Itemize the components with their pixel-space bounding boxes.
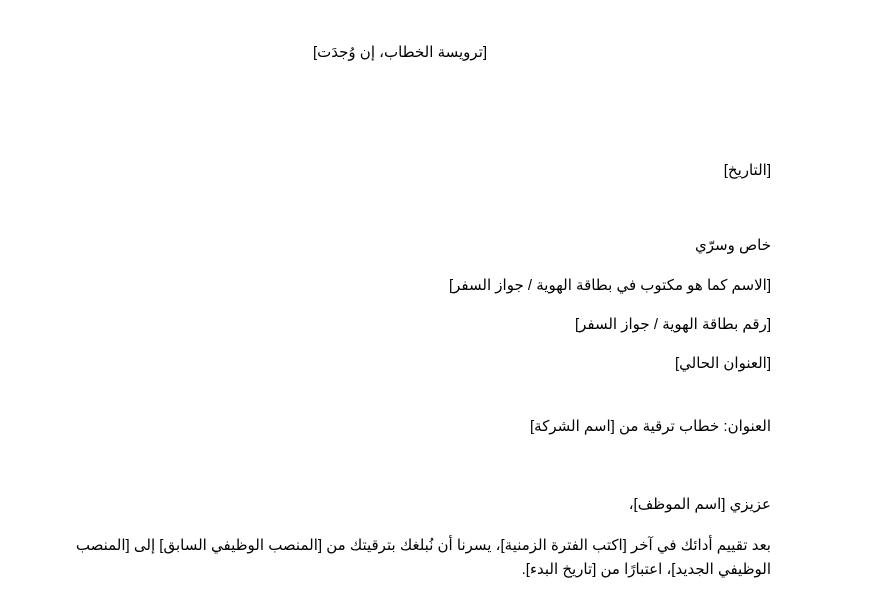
letter-subject: العنوان: خطاب ترقية من [اسم الشركة]	[530, 418, 771, 435]
letter-body-paragraph: بعد تقييم أدائك في آخر [اكتب الفترة الزمنية]، يسرنا أن نُبلغك بترقيتك من [المنصب الوظيفي السابق] إلى [المنصب الوظيفي الجديد]، اعتبارًا من [تاريخ البدء].	[75, 537, 771, 578]
recipient-id-placeholder: [رقم بطاقة الهوية / جواز السفر]	[574, 316, 771, 333]
recipient-name-placeholder: [الاسم كما هو مكتوب في بطاقة الهوية / جواز السفر]	[448, 277, 771, 294]
letter-greeting: عزيزي [اسم الموظف]،	[628, 496, 771, 513]
date-placeholder: [التاريخ]	[723, 162, 771, 179]
recipient-address-placeholder: [العنوان الحالي]	[675, 355, 771, 372]
confidential-label: خاص وسرّي	[695, 237, 771, 254]
letterhead-placeholder: [ترويسة الخطاب، إن وُجدَت]	[312, 44, 488, 61]
